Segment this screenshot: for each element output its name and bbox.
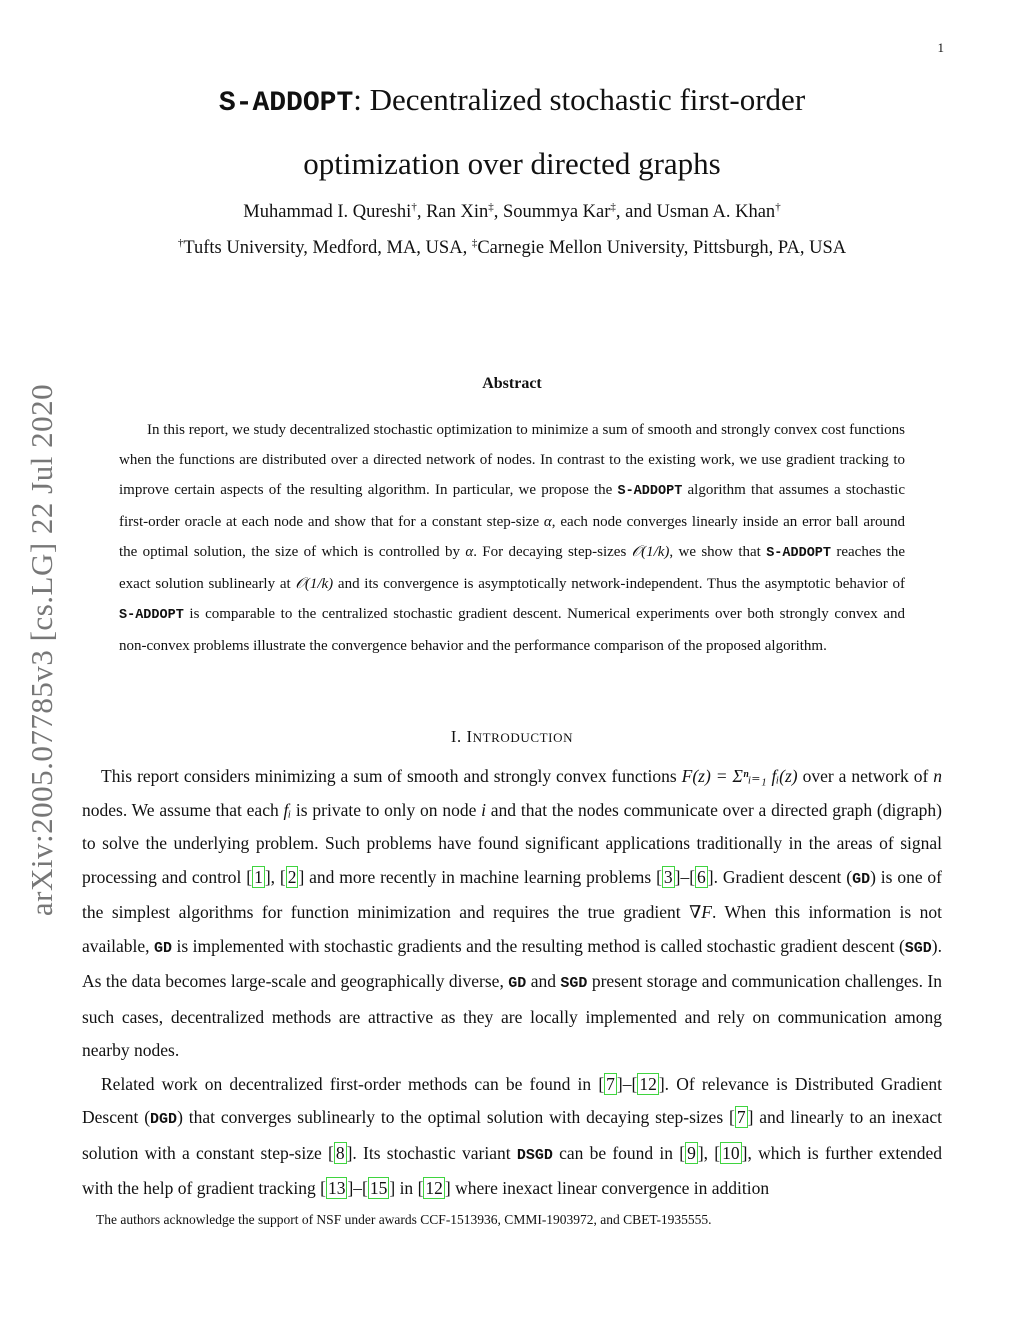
body-text: where inexact linear convergence in addition bbox=[450, 1178, 770, 1198]
author-xin: , Ran Xin bbox=[416, 202, 489, 222]
title-algo-name: S-ADDOPT bbox=[218, 88, 354, 119]
citation-link[interactable]: 7 bbox=[606, 1073, 615, 1094]
body-text: present storage and communication challenges. In such cases, decentralized methods are attractive as they are locally implemented and rely on communication among nearby nodes. bbox=[82, 971, 942, 1060]
math-symbol: i bbox=[481, 799, 486, 820]
algo-name: SGD bbox=[904, 939, 932, 957]
algo-name: S-ADDOPT bbox=[766, 546, 832, 561]
body-text: ). As the data becomes large-scale and geographically diverse, bbox=[82, 935, 942, 991]
body-text: . Its stochastic variant bbox=[352, 1142, 517, 1163]
affiliations bbox=[0, 238, 1024, 259]
algo-name: GD bbox=[508, 975, 527, 992]
citation-link[interactable]: 12 bbox=[425, 1178, 443, 1198]
alpha-symbol: α bbox=[465, 544, 474, 560]
arxiv-stamp: arXiv:2005.07785v3 [cs.LG] 22 Jul 2020 bbox=[24, 383, 59, 917]
gradient-symbol: ∇F bbox=[689, 902, 712, 922]
paragraph: This report considers minimizing a sum of smooth and strongly convex functions F(z) = Σⁿᵢ₌₁ fᵢ(z) over a network of n nodes. We assume that each fᵢ is private to only on node i and that the nodes communicate over a directed graph (digraph) to solve the underlying problem. Such problems have found significant applications traditionally in the areas of signal processing and control [ 1 ], [ 2 ] and more recently in machine learning problems [ 3 ]–[ 6 ]. Gradient descent (GD) is one of the simplest algorithms for function minimization and requires the true gradient ∇F. When this information is not available, GD is implemented with stochastic gradients and the resulting method is called stochastic gradient descent (SGD). As the data becomes large-scale and geographically diverse, GD and SGD present storage and communication challenges. In such cases, decentralized methods are attractive as they are locally implemented and rely on communication among nearby nodes. bbox=[82, 766, 943, 1060]
affiliation-cmu: Carnegie Mellon University, Pittsburgh, PA, USA bbox=[477, 238, 847, 258]
citation-link[interactable]: 9 bbox=[687, 1142, 696, 1163]
algo-name: GD bbox=[154, 939, 173, 957]
dagger-mark: † bbox=[775, 200, 781, 213]
section-title-rest: NTRODUCTION bbox=[472, 730, 574, 745]
abstract-text: is comparable to the centralized stochastic gradient descent. Numerical experiments over both strongly convex and non-convex problems illustrate the convergence behavior and the performance comparison of the proposed algorithm. bbox=[119, 606, 905, 654]
body-text: can be found in bbox=[552, 1142, 680, 1163]
citation-link[interactable]: 6 bbox=[697, 866, 706, 887]
big-o-expression: 𝒪(1/k) bbox=[295, 576, 334, 592]
introduction-body bbox=[82, 760, 942, 1206]
ddagger-mark: ‡ bbox=[610, 200, 616, 213]
dagger-mark: † bbox=[411, 200, 417, 213]
citation-link[interactable]: 15 bbox=[369, 1178, 388, 1198]
body-text: ) that converges sublinearly to the optimal solution with decaying step-sizes bbox=[177, 1107, 729, 1127]
algo-name: SGD bbox=[560, 975, 588, 992]
body-text: and more recently in machine learning problems bbox=[304, 866, 657, 887]
section-numeral: I. bbox=[450, 727, 467, 746]
body-text: and that the nodes communicate over a directed graph (digraph) to solve the underlying problem. Such problems have found significant applications traditionally in the areas of signal processing and control bbox=[82, 799, 942, 887]
algo-name: S-ADDOPT bbox=[119, 608, 184, 623]
body-text: is implemented with stochastic gradients and the resulting method is called stochastic gradient descent ( bbox=[172, 935, 905, 956]
author-list bbox=[0, 202, 1024, 223]
citation-link[interactable]: 3 bbox=[663, 866, 673, 887]
big-o-expression: 𝒪(1/k) bbox=[631, 544, 670, 560]
citation-link[interactable]: 7 bbox=[736, 1107, 746, 1127]
abstract-text: reaches the exact solution sublinearly at bbox=[119, 544, 905, 592]
algo-name: DGD bbox=[150, 1111, 178, 1128]
citation-link[interactable]: 1 bbox=[254, 866, 263, 887]
abstract-text: , each node converges linearly inside an error ball around the optimal solution, the size of which is controlled by bbox=[119, 514, 905, 560]
body-text: over a network of bbox=[797, 766, 934, 786]
footnote-funding: The authors acknowledge the support of NSF under awards CCF-1513936, CMMI-1903972, and CBET-1935555. bbox=[96, 1212, 712, 1227]
affiliation-tufts: Tufts University, Medford, MA, USA, bbox=[183, 238, 472, 258]
body-text: . When this information is not available, bbox=[82, 902, 942, 956]
body-text: This report considers minimizing a sum of smooth and strongly convex functions bbox=[101, 766, 682, 786]
abstract-heading: Abstract bbox=[482, 375, 542, 392]
citation-link[interactable]: 2 bbox=[287, 866, 297, 887]
objective-formula: F(z) = Σⁿᵢ₌₁ fᵢ(z) bbox=[681, 766, 798, 786]
citation-link[interactable]: 13 bbox=[327, 1178, 346, 1198]
ddagger-mark: ‡ bbox=[471, 236, 478, 249]
page-number: 1 bbox=[937, 40, 944, 55]
dagger-mark: † bbox=[177, 236, 184, 249]
body-text: , which is further extended with the help of gradient tracking bbox=[82, 1142, 942, 1198]
author-qureshi: Muhammad I. Qureshi bbox=[243, 202, 412, 222]
algo-name: DSGD bbox=[516, 1146, 553, 1164]
alpha-symbol: α bbox=[543, 514, 552, 530]
body-text: nodes. We assume that each bbox=[82, 799, 284, 820]
math-symbol: n bbox=[933, 766, 942, 786]
abstract-text: , we show that bbox=[669, 544, 767, 560]
section-heading-introduction bbox=[0, 727, 1024, 747]
body-text: is private to only on node bbox=[291, 799, 482, 820]
citation-link[interactable]: 8 bbox=[335, 1142, 345, 1163]
author-khan: , and Usman A. Khan bbox=[615, 202, 776, 222]
body-text: ) is one of the simplest algorithms for function minimization and requires the true gradient bbox=[82, 866, 943, 922]
paper-title bbox=[0, 70, 1024, 194]
citation-link[interactable]: 10 bbox=[722, 1142, 740, 1163]
body-text: and bbox=[526, 971, 561, 991]
body-text: . Gradient descent ( bbox=[713, 866, 853, 887]
author-kar: , Soummya Kar bbox=[493, 202, 611, 222]
math-symbol: fᵢ bbox=[283, 799, 292, 820]
abstract-text: . For decaying step-sizes bbox=[473, 544, 632, 560]
abstract-body bbox=[119, 415, 905, 661]
abstract-text: algorithm that assumes a stochastic first-order oracle at each node and show that for a constant step-size bbox=[119, 482, 905, 530]
title-line1: : Decentralized stochastic first-order bbox=[353, 82, 806, 117]
section-title-initial: I bbox=[466, 727, 473, 746]
abstract-text: and its convergence is asymptotically network-independent. Thus the asymptotic behavior of bbox=[333, 576, 905, 592]
citation-link[interactable]: 12 bbox=[639, 1073, 657, 1094]
algo-name: S-ADDOPT bbox=[617, 484, 683, 499]
title-line2: optimization over directed graphs bbox=[303, 146, 721, 181]
algo-name: GD bbox=[852, 870, 871, 888]
body-text: in bbox=[395, 1178, 418, 1198]
body-text: . Of relevance is Distributed Gradient Descent ( bbox=[82, 1073, 942, 1127]
paragraph: Related work on decentralized first-order methods can be found in [ 7 ]–[ 12 ]. Of relevance is Distributed Gradient Descent (DGD) that converges sublinearly to the optimal solution with decaying step-sizes [ 7 ] and linearly to an inexact solution with a constant step-size [ 8 ]. Its stochastic variant DSGD can be found in [ 9 ], [ 10 ], which is further extended with the help of gradient tracking [ 13 ]–[ 15 ] in [ 12 ] where inexact linear convergence in addition bbox=[82, 1073, 942, 1198]
body-text: and linearly to an inexact solution with a constant step-size bbox=[82, 1107, 942, 1163]
body-text: Related work on decentralized first-order methods can be found in bbox=[101, 1073, 599, 1094]
abstract-text: In this report, we study decentralized stochastic optimization to minimize a sum of smooth and strongly convex cost functions when the functions are distributed over a directed network of nodes. In contrast to the existing work, we use gradient tracking to improve certain aspects of the resulting algorithm. In particular, we propose the bbox=[119, 422, 905, 498]
ddagger-mark: ‡ bbox=[488, 200, 494, 213]
